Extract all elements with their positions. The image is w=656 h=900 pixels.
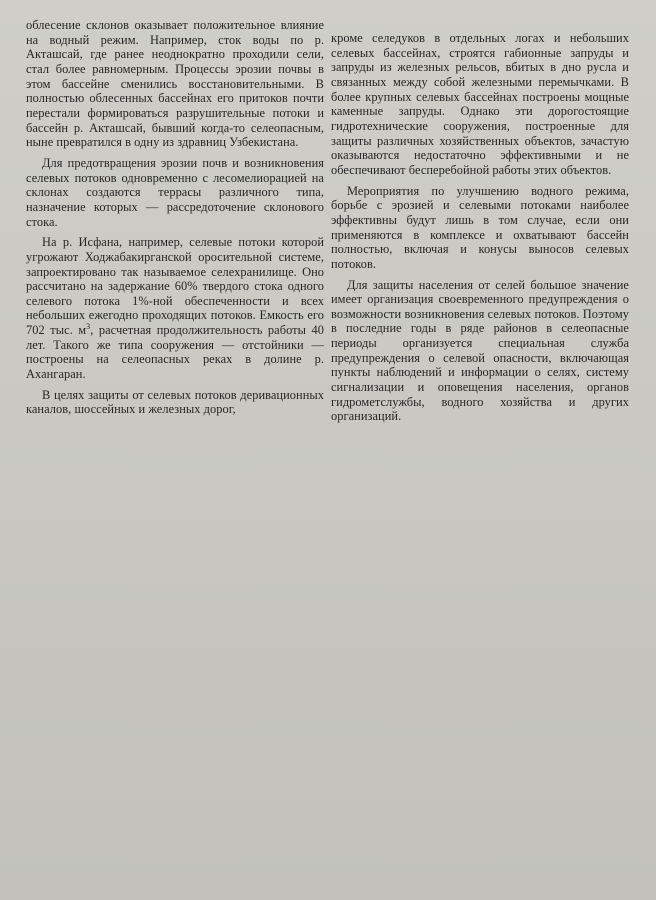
isfana-text-part-2: , расчетная продолжительность работы 40 лет. Такого же типа сооружения — отстойники — построены на селеопасных реках в долине р. Ахангаран. [26,323,324,382]
left-text-column [26,18,324,417]
paragraph-gabion-dams: кроме селедуков в отдельных логах и небольших селевых бассейнах, строятся габионные запруды и запруды из железных рельсов, вбитых в дно русла и связанных между собой железными перемычками. В более крупных селевых бассейнах построены мощные каменные запруды. Однако эти дорогостоящие гидротехнические сооружения, построенные для защиты различных хозяйственных объектов, зачастую оказываются недостаточно эффективными и не обеспечивают бесперебойной работы этих объектов. [331,31,629,177]
paragraph-terraces: Для предотвращения эрозии почв и возникновения селевых потоков одновременно с лесомелиорацией на склонах создаются террасы различного типа, назначение которых — рассредоточение склонового стока. [26,155,324,229]
cubic-superscript: 3 [86,322,91,331]
paragraph-warning-service: Для защиты населения от селей большое значение имеет организация своевременного предупреждения о возможности возникновения селевых потоков. Поэтому в последние годы в ряде районов в селеопасные периоды организуется специальная служба предупреждения о селевой опасности, включающая пункты наблюдений и информации о селях, систему сигнализации и оповещения населения, органов гидрометслужбы, водного хозяйства и других организаций. [331,277,629,424]
paragraph-isfana-reservoir [26,235,324,382]
right-text-column [331,31,629,424]
isfana-text-part-1: На р. Исфана, например, селевые потоки которой угрожают Ходжабакирганской оросительной системе, запроектировано так называемое селехранилище. Оно рассчитано на задержание 60% твердого стока одного селевого потока 1%-ной обеспеченности и всех небольших ежегодно проходящих потоков. Емкость его 702 тыс. м [26,235,324,338]
paragraph-afforestation-effect: облесение склонов оказывает положительное влияние на водный режим. Например, сток воды по р. Акташсай, где ранее неоднократно проходили сели, стал более равномерным. Процессы эрозии почвы в этом бассейне сменились восстановительными. В полностью облесенных бассейнах его притоков почти перестали формироваться разрушительные потоки и бассейн р. Акташсай, бывший когда-то селеопасным, ныне превратился в одну из здравниц Узбекистана. [26,18,324,150]
paragraph-channel-protection: В целях защиты от селевых потоков деривационных каналов, шоссейных и железных дорог, [26,387,324,417]
paragraph-complex-measures: Мероприятия по улучшению водного режима, борьбе с эрозией и селевыми потоками наиболее эффективны будут лишь в том случае, если они применяются в комплексе и охватывают бассейн полностью, включая и конусы выносов селевых потоков. [331,183,629,271]
